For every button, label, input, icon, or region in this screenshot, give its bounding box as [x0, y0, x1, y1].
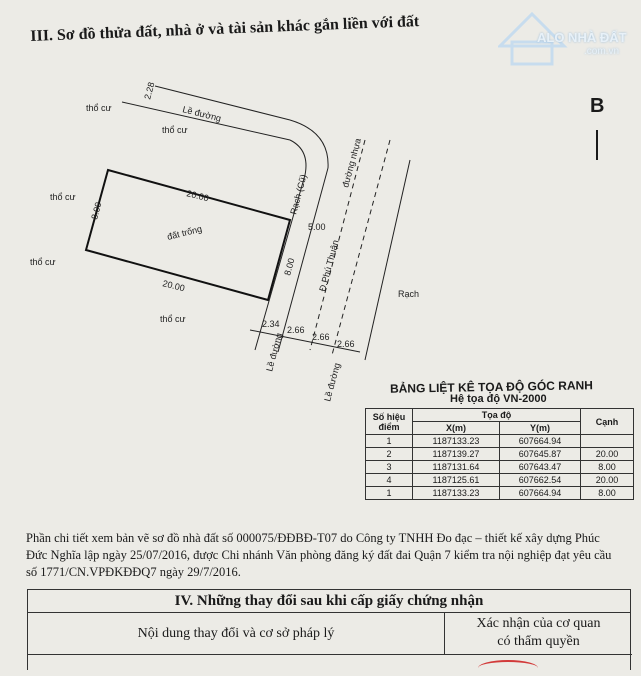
cell-point: 1 — [366, 487, 413, 500]
dim-left: 8.00 — [89, 200, 104, 221]
canal-lot-label: Rạch (Cũ) — [288, 173, 309, 216]
header-coord: Tọa độ — [413, 409, 581, 422]
header-point: Số hiệu điểm — [366, 409, 413, 435]
detail-note: Phần chi tiết xem bản vẽ sơ đồ nhà đất số 000075/ĐĐBĐ-T07 do Công ty TNHH Đo đạc – thiết kế xây dựng Phúc Đức Nghĩa lập ngày 25/07/2016, được Chi nhánh Văn phòng đăng ký đất đai Quận 7 kiểm tra nội nghiệp đạt yêu cầu số 1771/CN.VPĐKĐĐQ7 ngày 29/7/2016. — [26, 531, 612, 579]
land-label: thổ cư — [30, 257, 56, 267]
section4-col-authority — [445, 612, 632, 655]
cell-edge: 20.00 — [581, 474, 634, 487]
canal-label: Rạch — [398, 289, 420, 299]
parcel-label: đất trống — [166, 223, 203, 242]
road-centerline — [332, 140, 390, 355]
cell-x: 1187133.23 — [413, 487, 500, 500]
cell-edge: 20.00 — [581, 448, 634, 461]
page-letter: B — [590, 95, 605, 117]
dim-road: 5.00 — [308, 222, 326, 232]
table-row — [366, 487, 634, 500]
authority-line-2: có thẩm quyền — [497, 634, 580, 649]
section4-title: IV. Những thay đổi sau khi cấp giấy chứng nhận — [28, 590, 630, 613]
cell-point: 2 — [366, 448, 413, 461]
dim-sidewalk-top: 2.28 — [142, 80, 157, 101]
land-label: thổ cư — [50, 192, 76, 202]
cell-y: 607662.54 — [500, 474, 581, 487]
dim-top: 20.00 — [185, 188, 210, 204]
curb-curve — [290, 140, 306, 175]
dim-bottom: 20.00 — [161, 278, 186, 294]
cell-y: 607664.94 — [500, 487, 581, 500]
table-row — [366, 448, 634, 461]
road-edge — [365, 160, 410, 360]
cell-point: 4 — [366, 474, 413, 487]
coords-table — [365, 408, 634, 500]
cell-edge — [581, 435, 634, 448]
cell-y: 607643.47 — [500, 461, 581, 474]
coords-system: Hệ tọa độ VN-2000 — [450, 393, 547, 405]
cell-y: 607664.94 — [500, 435, 581, 448]
cell-x: 1187133.23 — [413, 435, 500, 448]
section4-col-content: Nội dung thay đổi và cơ sở pháp lý — [28, 612, 445, 655]
sidewalk-line — [155, 86, 290, 120]
red-stamp-edge — [478, 660, 538, 676]
authority-line-1: Xác nhận của cơ quan — [476, 616, 601, 631]
header-edge: Cạnh — [581, 409, 634, 435]
cell-x: 1187131.64 — [413, 461, 500, 474]
cell-edge: 8.00 — [581, 487, 634, 500]
land-label: thổ cư — [162, 125, 188, 135]
table-row — [366, 435, 634, 448]
dim-b4: 2.66 — [337, 339, 355, 349]
watermark-name: ALO NHÀ ĐẤT — [537, 30, 627, 45]
cell-point: 1 — [366, 435, 413, 448]
table-row — [366, 461, 634, 474]
coords-title: BẢNG LIỆT KÊ TỌA ĐỘ GÓC RANH — [389, 378, 593, 396]
header-x: X(m) — [413, 422, 500, 435]
section3-title: III. Sơ đồ thửa đất, nhà ở và tài sản khác gắn liền với đất — [30, 13, 420, 45]
cell-edge: 8.00 — [581, 461, 634, 474]
asphalt-label: đường nhựa — [340, 137, 363, 189]
dim-right: 8.00 — [282, 256, 297, 277]
sidewalk-label: Lề đường — [322, 361, 343, 403]
dim-b1: 2.34 — [262, 319, 280, 329]
cell-point: 3 — [366, 461, 413, 474]
dim-b3: 2.66 — [312, 332, 330, 342]
header-y: Y(m) — [500, 422, 581, 435]
section4-table — [27, 589, 631, 670]
land-label: thổ cư — [86, 103, 112, 113]
land-label: thổ cư — [160, 314, 186, 324]
table-row — [366, 474, 634, 487]
sidewalk-label: Lề đường — [264, 331, 285, 373]
cell-x: 1187125.61 — [413, 474, 500, 487]
cell-x: 1187139.27 — [413, 448, 500, 461]
watermark-domain: .com.vn — [584, 46, 620, 57]
sidewalk-line — [122, 102, 290, 140]
street-label: Đ.Phú Thuận — [317, 238, 341, 293]
cell-y: 607645.87 — [500, 448, 581, 461]
dim-b2: 2.66 — [287, 325, 305, 335]
sidewalk-label: Lề đường — [181, 104, 223, 124]
